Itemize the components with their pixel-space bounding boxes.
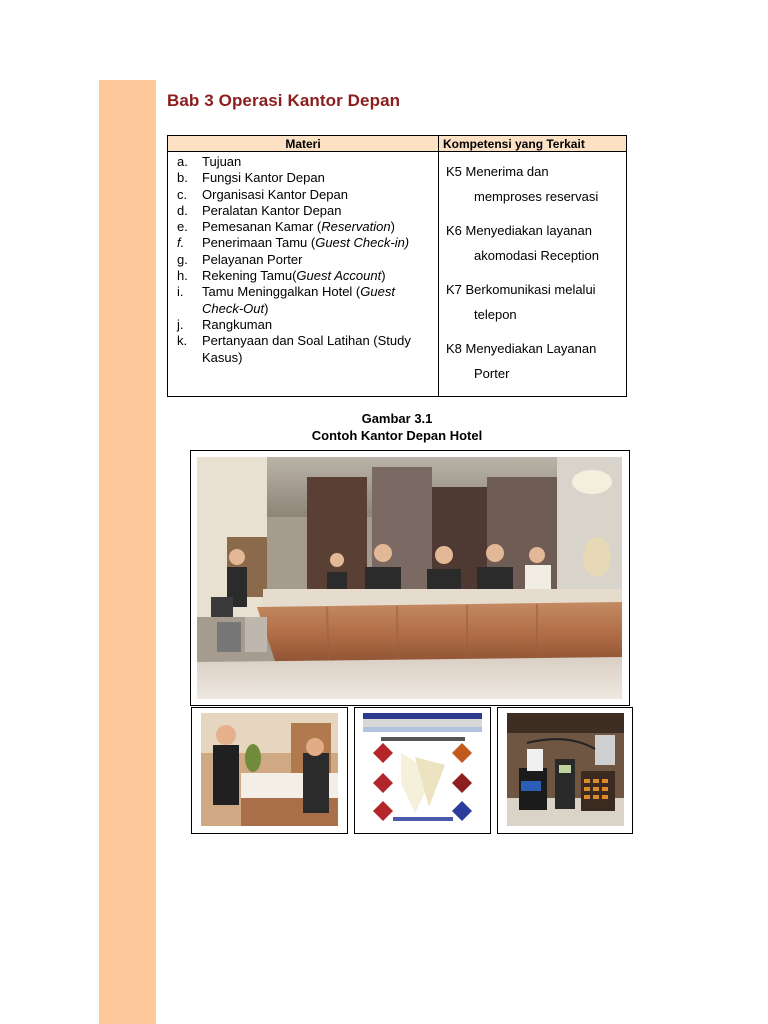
topic-item (177, 252, 437, 268)
topic-letter: e. (177, 219, 188, 235)
topic-item (177, 333, 437, 366)
topic-text-segment: Pelayanan Porter (202, 251, 303, 267)
software-screen-frame (354, 707, 491, 834)
figure-caption (167, 410, 627, 444)
topic-item (177, 187, 437, 203)
figure-label: Gambar 3.1 (361, 411, 433, 426)
topic-item (177, 219, 437, 235)
topic-letter: c. (177, 186, 188, 202)
topic-letter: a. (177, 154, 188, 169)
topic-text (202, 187, 437, 203)
payment-terminal-photo (507, 713, 624, 826)
topic-text-segment: Peralatan Kantor Depan (202, 202, 342, 218)
topic-letter: g. (177, 251, 188, 267)
competency-code-line: K5 Menerima dan (446, 164, 549, 179)
header-kompetensi: Kompetensi yang Terkait (439, 136, 627, 152)
competency-item (446, 218, 619, 268)
topic-text (202, 317, 437, 333)
topic-letter: f. (177, 235, 185, 251)
topic-item (177, 317, 437, 333)
competency-item (446, 277, 619, 327)
competency-code-line: K6 Menyediakan layanan (446, 223, 592, 238)
topic-item (177, 235, 437, 251)
competency-item (446, 336, 619, 386)
competency-continuation-line: Porter (474, 366, 510, 381)
topic-text-segment: Pertanyaan dan Soal Latihan (Study Kasus) (202, 333, 411, 365)
header-materi: Materi (168, 136, 439, 152)
side-color-band (99, 80, 156, 1024)
topic-text (202, 170, 437, 186)
competency-continuation-line: telepon (474, 307, 517, 322)
topic-letter: k. (177, 333, 188, 349)
front-office-software-screen (363, 713, 482, 826)
topic-text-segment: Organisasi Kantor Depan (202, 186, 348, 202)
competency-continuation-line: akomodasi Reception (474, 248, 600, 263)
topic-text-segment: ) (381, 268, 386, 284)
kompetensi-cell (439, 152, 627, 397)
topic-list (169, 153, 437, 366)
topic-text-segment: Reservation (321, 219, 391, 235)
topic-text-segment: Rekening Tamu( (202, 268, 297, 284)
topic-text (202, 219, 437, 235)
topic-text-segment: Rangkuman (202, 316, 273, 332)
topic-text-segment: Guest Check-in) (315, 235, 410, 251)
competency-item (446, 159, 619, 209)
topic-text (202, 333, 437, 366)
hotel-front-desk-photo (197, 457, 622, 699)
topic-letter: b. (177, 170, 188, 186)
topic-text (202, 235, 437, 251)
topic-item (177, 203, 437, 219)
topic-letter: i. (177, 284, 184, 300)
topic-text (202, 284, 437, 317)
topic-text-segment: Penerimaan Tamu ( (202, 235, 316, 251)
topic-text-segment: ) (390, 219, 395, 235)
materi-cell (168, 152, 439, 397)
topic-letter: h. (177, 268, 188, 284)
figure-title: Contoh Kantor Depan Hotel (311, 428, 483, 443)
topic-text-segment: Pemesanan Kamar ( (202, 219, 322, 235)
topic-item (177, 284, 437, 317)
competency-list (440, 153, 625, 386)
competency-continuation-line: memproses reservasi (474, 189, 599, 204)
topic-text-segment: Tujuan (202, 154, 242, 169)
competency-code-line: K7 Berkomunikasi melalui (446, 282, 596, 297)
reception-staff-photo (201, 713, 338, 826)
topic-text (202, 203, 437, 219)
materi-table (167, 135, 627, 397)
topic-item (177, 170, 437, 186)
payment-terminal-photo-frame (497, 707, 633, 834)
topic-letter: d. (177, 202, 188, 218)
topic-text-segment: ) (264, 300, 269, 316)
reception-staff-photo-frame (191, 707, 348, 834)
main-photo-frame (190, 450, 630, 706)
topic-letter: j. (177, 316, 184, 332)
chapter-title: Bab 3 Operasi Kantor Depan (167, 91, 401, 110)
competency-code-line: K8 Menyediakan Layanan (446, 341, 597, 356)
topic-text-segment: Guest Check-Out (202, 284, 395, 316)
topic-item (177, 268, 437, 284)
topic-text (202, 154, 437, 170)
topic-text-segment: Fungsi Kantor Depan (202, 170, 325, 186)
topic-text-segment: Guest Account (296, 268, 382, 284)
topic-item (177, 154, 437, 170)
topic-text (202, 268, 437, 284)
topic-text (202, 252, 437, 268)
topic-text-segment: Tamu Meninggalkan Hotel ( (202, 284, 361, 300)
